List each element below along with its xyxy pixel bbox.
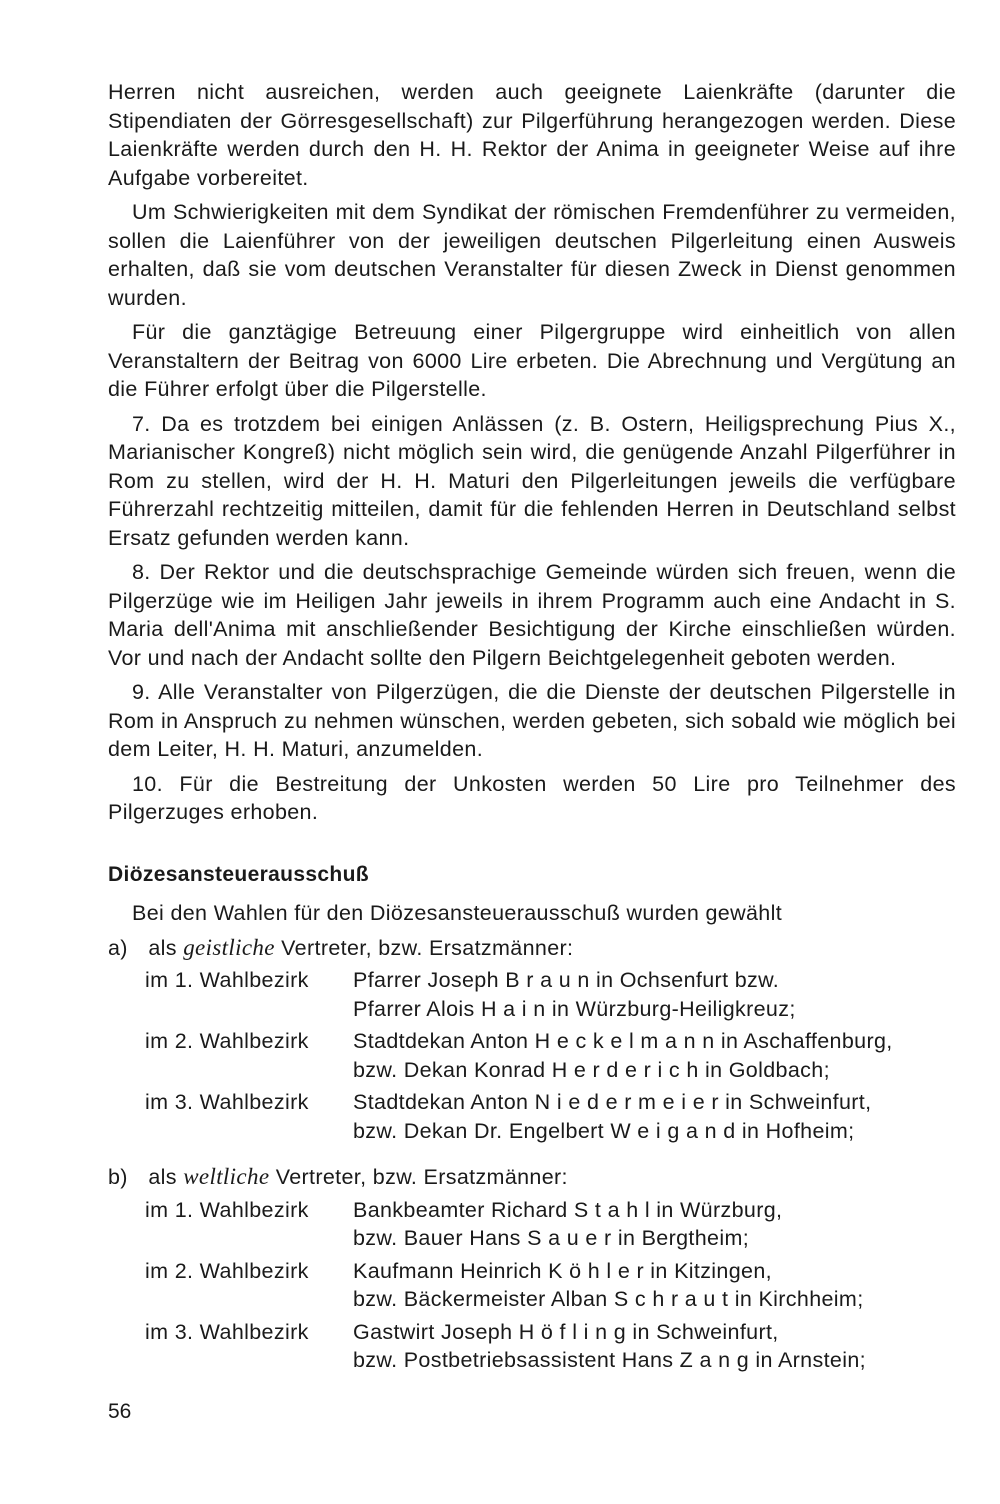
district-member-substitute: bzw. Dekan Konrad H e r d e r i c h in Goldbach; [353, 1057, 830, 1082]
paragraph-item-9: 9. Alle Veranstalter von Pilgerzügen, die die Dienste der deutschen Pilgerstelle in Rom in Anspruch zu nehmen wünschen, werden gebeten, sich sobald wie möglich bei dem Leiter, H. H. Maturi, anzumelden. [108, 680, 956, 761]
district-label: im 3. Wahlbezirk [145, 1090, 309, 1114]
group-b-district-3 [108, 1318, 956, 1375]
group-a-district-3 [108, 1088, 956, 1145]
paragraph-item-8: 8. Der Rektor und die deutschsprachige Gemeinde würden sich freuen, wenn die Pilgerzüge wie im Heiligen Jahr jeweils in ihrem Programm auch eine Andacht in S. Maria dell'Anima mit anschließender Besichtigung der Kirche einschließen würden. Vor und nach der Andacht sollte den Pilgern Beichtgelegenheit geboten werden. [108, 560, 956, 670]
page-number: 56 [108, 1400, 132, 1423]
group-a-type: geistliche [183, 934, 275, 960]
district-member-primary: Stadtdekan Anton H e c k e l m a n n in Aschaffenburg, [353, 1029, 893, 1053]
group-a-district-2 [108, 1027, 956, 1084]
group-a-tag: a) [108, 935, 128, 960]
paragraph-item-7: 7. Da es trotzdem bei einigen Anlässen (z. B. Ostern, Heiligsprechung Pius X., Marianischer Kongreß) nicht möglich sein wird, die genügende Anzahl Pilgerführer in Rom zu stellen, wird der H. H. Maturi den Pilgerleitungen jeweils die verfügbare Führerzahl rechtzeitig mitteilen, damit für die fehlenden Herren in Deutschland selbst Ersatz gefunden werden kann. [108, 411, 956, 550]
district-label: im 3. Wahlbezirk [145, 1319, 309, 1344]
district-label: im 2. Wahlbezirk [145, 1029, 309, 1053]
group-b-label [108, 1163, 956, 1192]
district-member-primary: Bankbeamter Richard S t a h l in Würzburg, [353, 1197, 783, 1222]
group-b [108, 1163, 956, 1375]
group-b-suffix: Vertreter, bzw. Ersatzmänner: [275, 1165, 568, 1189]
district-member-substitute: bzw. Dekan Dr. Engelbert W e i g a n d in Hofheim; [353, 1118, 855, 1143]
district-label: im 1. Wahlbezirk [145, 968, 309, 992]
district-label: im 2. Wahlbezirk [145, 1258, 309, 1283]
group-b-type: weltliche [183, 1164, 270, 1189]
district-member-primary: Stadtdekan Anton N i e d e r m e i e r in Schweinfurt, [353, 1090, 872, 1114]
district-member-primary: Pfarrer Joseph B r a u n in Ochsenfurt bzw. [353, 968, 780, 992]
group-b-prefix: als [148, 1165, 177, 1189]
page-body [108, 78, 956, 1379]
group-a [108, 934, 956, 1146]
district-members [353, 1257, 956, 1314]
district-label: im 1. Wahlbezirk [145, 1197, 309, 1222]
paragraph-fee: Für die ganztägige Betreuung einer Pilgergruppe wird einheitlich von allen Veranstaltern der Beitrag von 6000 Lire erbeten. Die Abrechnung und Vergütung an die Führer erfolgt über die Pilgerstelle. [108, 320, 956, 401]
district-member-substitute: bzw. Postbetriebsassistent Hans Z a n g in Arnstein; [353, 1348, 866, 1372]
group-a-suffix: Vertreter, bzw. Ersatzmänner: [281, 935, 574, 960]
district-member-primary: Gastwirt Joseph H ö f l i n g in Schweinfurt, [353, 1319, 779, 1344]
district-member-substitute: bzw. Bauer Hans S a u e r in Bergtheim; [353, 1226, 750, 1250]
group-b-district-2 [108, 1257, 956, 1314]
district-members [353, 1088, 956, 1145]
district-member-substitute: bzw. Bäckermeister Alban S c h r a u t in Kirchheim; [353, 1287, 864, 1311]
paragraph-item-10: 10. Für die Bestreitung der Unkosten werden 50 Lire pro Teilnehmer des Pilgerzuges erhoben. [108, 771, 956, 824]
paragraph-syndicate: Um Schwierigkeiten mit dem Syndikat der römischen Fremdenführer zu vermeiden, sollen die Laienführer von der jeweiligen deutschen Pilgerleitung einen Ausweis erhalten, daß sie vom deutschen Veranstalter für diesen Zweck in Dienst genommen wurden. [108, 200, 956, 310]
group-a-label [108, 934, 956, 963]
district-members [353, 966, 956, 1023]
group-b-district-1 [108, 1196, 956, 1253]
district-members [353, 1318, 956, 1375]
section-intro: Bei den Wahlen für den Diözesansteuerausschuß wurden gewählt [132, 901, 783, 925]
district-members [353, 1027, 956, 1084]
paragraph-continuation: Herren nicht ausreichen, werden auch geeignete Laienkräfte (darunter die Stipendiaten der Görresgesellschaft) zur Pilgerführung herangezogen werden. Diese Laienkräfte werden durch den H. H. Rektor der Anima in geeigneter Weise auf ihre Aufgabe vorbereitet. [108, 80, 956, 190]
group-b-tag: b) [108, 1165, 128, 1189]
section-heading: Diözesansteuerausschuß [108, 862, 369, 886]
district-member-substitute: Pfarrer Alois H a i n in Würzburg-Heiligkreuz; [353, 996, 796, 1021]
district-member-primary: Kaufmann Heinrich K ö h l e r in Kitzingen, [353, 1258, 772, 1283]
district-members [353, 1196, 956, 1253]
group-a-district-1 [108, 966, 956, 1023]
group-a-prefix: als [148, 935, 177, 960]
